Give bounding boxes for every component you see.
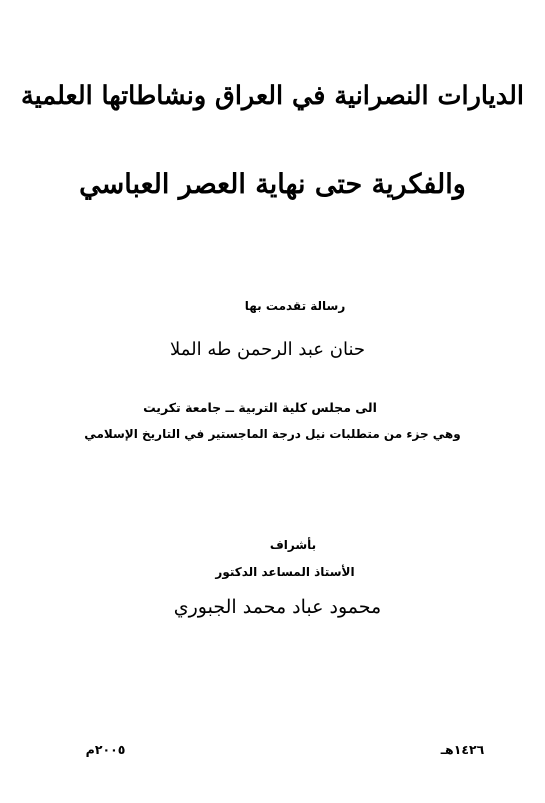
hijri-date: ١٤٢٦هـ	[440, 742, 485, 757]
supervisor-name: محمود عباد محمد الجبوري	[173, 596, 382, 618]
student-name: حنان عبد الرحمن طه الملا	[169, 339, 365, 360]
gregorian-date: ٢٠٠٥م	[85, 742, 126, 757]
supervision-label: بأشراف	[269, 538, 317, 552]
supervisor-title: الأستاذ المساعد الدكتور	[215, 565, 355, 579]
council-line: الى مجلس كلية التربية ــ جامعة تكريت	[143, 400, 377, 415]
submitted-by-label: رسالة تقدمت بها	[244, 299, 346, 313]
degree-purpose-line: وهي جزء من متطلبات نيل درجة الماجستير في التاريخ الإسلامي	[84, 427, 461, 441]
thesis-title-line-1: الديارات النصرانية في العراق ونشاطاتها العلمية	[20, 81, 525, 111]
thesis-title-line-2: والفكرية حتى نهاية العصر العباسي	[79, 169, 466, 200]
